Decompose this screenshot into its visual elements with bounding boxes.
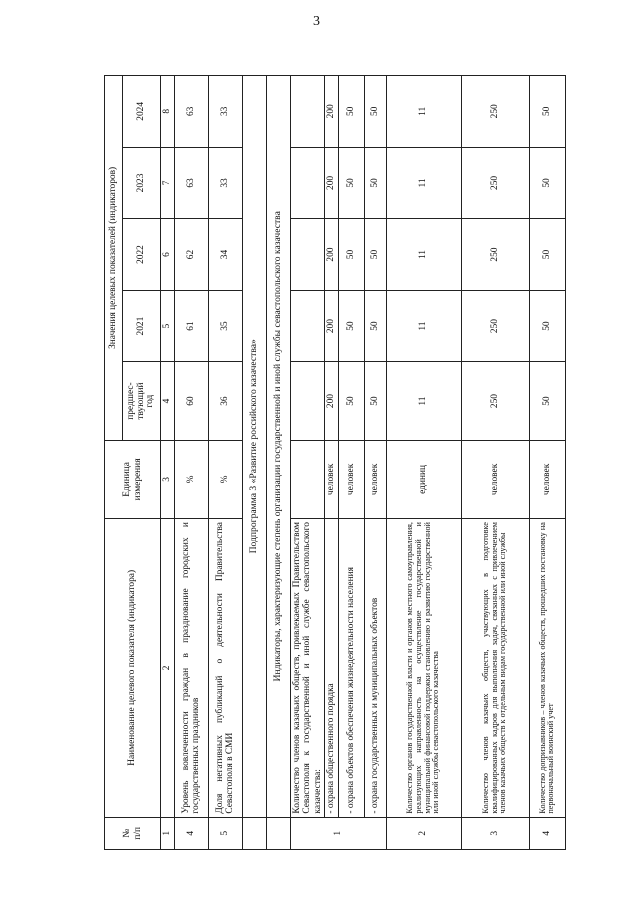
row-num: 2 — [386, 817, 461, 849]
row-value: 200 — [325, 76, 339, 148]
row-value: 50 — [529, 290, 565, 362]
row-name: Уровень вовлеченности граждан в празднование городских и государственных праздников — [174, 519, 208, 818]
indicator-1-title-row — [290, 76, 325, 850]
row-value: 36 — [208, 362, 242, 440]
table-row — [386, 76, 461, 850]
row-name: Количество членов казачьих обществ, участвующих в подготовке квалифицированных кадров для выполнения задач, связанных с привлечением членов казачьих обществ к отдельным видам государственной или иной службы — [461, 519, 529, 818]
row-value: 50 — [364, 290, 386, 362]
row-value: 63 — [174, 147, 208, 219]
row-name: Доля негативных публикаций о деятельности Правительства Севастополя в СМИ — [208, 519, 242, 818]
row-value: 61 — [174, 290, 208, 362]
header-year-prev: предшес- твующий год — [123, 362, 161, 440]
table-row — [461, 76, 529, 850]
col-number: 8 — [161, 76, 175, 148]
header-unit: Единица измерения — [105, 440, 161, 518]
row-value: 11 — [386, 76, 461, 148]
indicator-1-title: Количество членов казачьих обществ, привлекаемых Правительством Севастополя к государственной и иной службе севастопольского казачества: — [290, 519, 325, 818]
row-num: 3 — [461, 817, 529, 849]
row-name: Количество допризывников – членов казачьих обществ, прошедших постановку на первоначальный воинский учет — [529, 519, 565, 818]
row-value: 200 — [325, 219, 339, 291]
row-name: Количество органов государственной власти и органов местного самоуправления, реализующих направленность на осуществление государственной и муниципальной финансовой поддержки становлению и развитию государственной или иной службы севастопольского казачества — [386, 519, 461, 818]
row-value: 250 — [461, 219, 529, 291]
header-year-2021: 2021 — [123, 290, 161, 362]
row-value: 50 — [364, 76, 386, 148]
row-value: 50 — [338, 76, 364, 148]
row-name: - охрана объектов обеспечения жизнедеятельности населения — [338, 519, 364, 818]
row-unit: человек — [325, 440, 339, 518]
subprogram-row — [242, 76, 266, 850]
row-unit: % — [208, 440, 242, 518]
row-value: 200 — [325, 362, 339, 440]
header-num: № п/п — [105, 817, 161, 849]
row-num: 5 — [208, 817, 242, 849]
indicators-table — [104, 75, 566, 850]
row-value: 33 — [208, 76, 242, 148]
row-value: 250 — [461, 362, 529, 440]
row-value: 60 — [174, 362, 208, 440]
header-year-2024: 2024 — [123, 76, 161, 148]
row-value: 50 — [338, 362, 364, 440]
column-numbers-row — [161, 76, 175, 850]
col-number: 7 — [161, 147, 175, 219]
row-value: 50 — [364, 147, 386, 219]
row-name: - охрана государственных и муниципальных объектов — [364, 519, 386, 818]
subprogram-title: Подпрограмма 3 «Развитие российского казачества» — [242, 76, 266, 818]
row-num: 1 — [290, 817, 386, 849]
col-number: 6 — [161, 219, 175, 291]
col-number: 1 — [161, 817, 175, 849]
row-num: 4 — [174, 817, 208, 849]
row-unit: человек — [364, 440, 386, 518]
col-number: 3 — [161, 440, 175, 518]
col-number: 5 — [161, 290, 175, 362]
header-year-2022: 2022 — [123, 219, 161, 291]
row-unit: человек — [461, 440, 529, 518]
row-unit: человек — [529, 440, 565, 518]
row-value: 50 — [529, 76, 565, 148]
row-unit: % — [174, 440, 208, 518]
row-value: 250 — [461, 147, 529, 219]
table-row — [208, 76, 242, 850]
table-row — [364, 76, 386, 850]
row-value: 11 — [386, 219, 461, 291]
row-unit: человек — [338, 440, 364, 518]
table-row — [174, 76, 208, 850]
page-number: 3 — [313, 14, 320, 29]
row-value: 62 — [174, 219, 208, 291]
row-value: 250 — [461, 290, 529, 362]
row-value: 35 — [208, 290, 242, 362]
row-value: 50 — [364, 219, 386, 291]
row-unit: единиц — [386, 440, 461, 518]
section-title: Индикаторы, характеризующие степень организации государственной и иной службы севастопольского казачества — [266, 76, 290, 818]
row-value: 11 — [386, 362, 461, 440]
col-number: 4 — [161, 362, 175, 440]
table-row — [325, 76, 339, 850]
header-values-group: Значения целевых показателей (индикаторов) — [105, 76, 123, 441]
row-num: 4 — [529, 817, 565, 849]
row-value: 50 — [364, 362, 386, 440]
row-value: 50 — [529, 147, 565, 219]
row-value: 11 — [386, 290, 461, 362]
row-value: 50 — [338, 219, 364, 291]
row-value: 250 — [461, 76, 529, 148]
row-value: 11 — [386, 147, 461, 219]
row-value: 63 — [174, 76, 208, 148]
row-value: 50 — [529, 219, 565, 291]
row-value: 50 — [529, 362, 565, 440]
row-value: 33 — [208, 147, 242, 219]
col-number: 2 — [161, 519, 175, 818]
header-year-2023: 2023 — [123, 147, 161, 219]
section-row — [266, 76, 290, 850]
rotated-table-container — [104, 75, 562, 850]
row-name: - охрана общественного порядка — [325, 519, 339, 818]
row-value: 200 — [325, 147, 339, 219]
row-value: 200 — [325, 290, 339, 362]
table-row — [529, 76, 565, 850]
table-row — [338, 76, 364, 850]
row-value: 50 — [338, 290, 364, 362]
row-value: 34 — [208, 219, 242, 291]
row-value: 50 — [338, 147, 364, 219]
header-name: Наименование целевого показателя (индикатора) — [105, 519, 161, 818]
